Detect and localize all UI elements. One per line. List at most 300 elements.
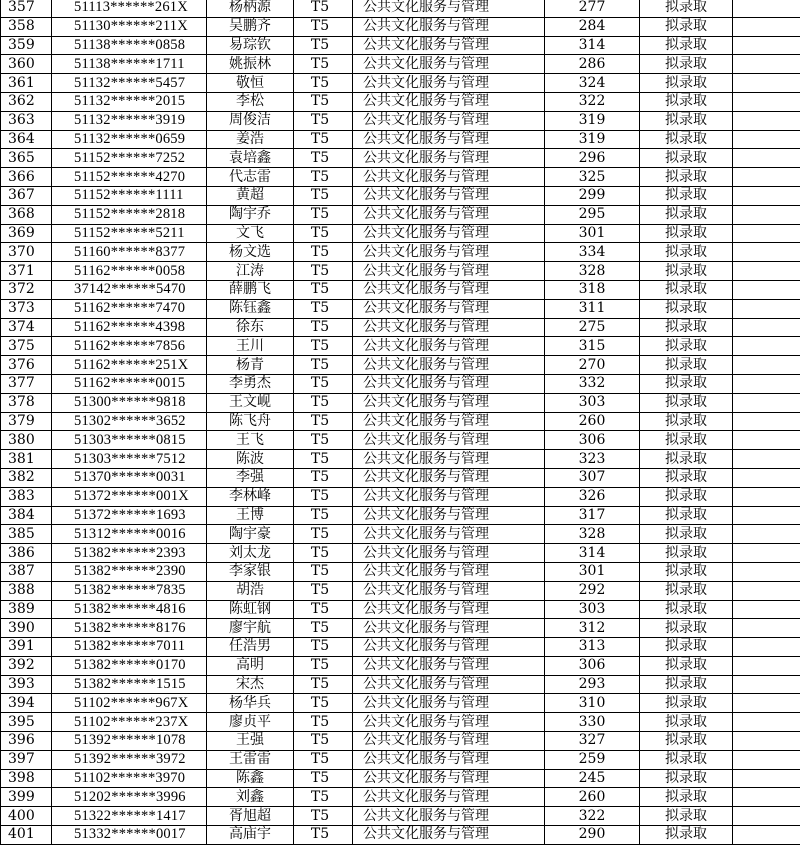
- candidate-name-cell: 陈钰鑫: [207, 299, 294, 318]
- score-cell: 275: [545, 318, 640, 337]
- serial-number-cell: 368: [1, 205, 52, 224]
- category-code-cell: T5: [294, 337, 353, 356]
- major-cell: 公共文化服务与管理: [353, 111, 545, 130]
- id-number-cell: 51312******0016: [52, 525, 207, 544]
- empty-cell: [733, 562, 800, 581]
- candidate-name-cell: 江涛: [207, 262, 294, 281]
- table-row: [1, 506, 800, 525]
- admission-status-cell: 拟录取: [640, 224, 733, 243]
- empty-cell: [733, 826, 800, 845]
- id-number-cell: 51162******251X: [52, 356, 207, 375]
- serial-number-cell: 389: [1, 600, 52, 619]
- serial-number-cell: 366: [1, 168, 52, 187]
- empty-cell: [733, 337, 800, 356]
- table-row: [1, 74, 800, 93]
- candidate-name-cell: 袁培鑫: [207, 149, 294, 168]
- id-number-cell: 51162******4398: [52, 318, 207, 337]
- id-number-cell: 51382******2390: [52, 562, 207, 581]
- score-cell: 286: [545, 55, 640, 74]
- candidate-name-cell: 王雷雷: [207, 750, 294, 769]
- empty-cell: [733, 243, 800, 262]
- score-cell: 328: [545, 262, 640, 281]
- serial-number-cell: 383: [1, 487, 52, 506]
- id-number-cell: 51370******0031: [52, 468, 207, 487]
- empty-cell: [733, 656, 800, 675]
- candidate-name-cell: 王川: [207, 337, 294, 356]
- candidate-name-cell: 王文岘: [207, 393, 294, 412]
- candidate-name-cell: 黄超: [207, 186, 294, 205]
- score-cell: 314: [545, 36, 640, 55]
- score-cell: 301: [545, 224, 640, 243]
- serial-number-cell: 388: [1, 581, 52, 600]
- table-row: [1, 788, 800, 807]
- table-row: [1, 807, 800, 826]
- empty-cell: [733, 713, 800, 732]
- major-cell: 公共文化服务与管理: [353, 468, 545, 487]
- id-number-cell: 51160******8377: [52, 243, 207, 262]
- id-number-cell: 51303******0815: [52, 431, 207, 450]
- table-body: [1, 0, 800, 844]
- empty-cell: [733, 111, 800, 130]
- id-number-cell: 51152******5211: [52, 224, 207, 243]
- score-cell: 323: [545, 450, 640, 469]
- major-cell: 公共文化服务与管理: [353, 262, 545, 281]
- empty-cell: [733, 393, 800, 412]
- category-code-cell: T5: [294, 149, 353, 168]
- category-code-cell: T5: [294, 111, 353, 130]
- table-row: [1, 581, 800, 600]
- empty-cell: [733, 788, 800, 807]
- serial-number-cell: 372: [1, 280, 52, 299]
- category-code-cell: T5: [294, 412, 353, 431]
- category-code-cell: T5: [294, 694, 353, 713]
- candidate-name-cell: 李家银: [207, 562, 294, 581]
- major-cell: 公共文化服务与管理: [353, 0, 545, 17]
- admission-status-cell: 拟录取: [640, 130, 733, 149]
- empty-cell: [733, 525, 800, 544]
- candidate-name-cell: 姚振林: [207, 55, 294, 74]
- category-code-cell: T5: [294, 17, 353, 36]
- admission-status-cell: 拟录取: [640, 619, 733, 638]
- candidate-name-cell: 陶宇乔: [207, 205, 294, 224]
- score-cell: 322: [545, 807, 640, 826]
- id-number-cell: 51138******1711: [52, 55, 207, 74]
- candidate-name-cell: 刘鑫: [207, 788, 294, 807]
- admission-status-cell: 拟录取: [640, 168, 733, 187]
- id-number-cell: 51322******1417: [52, 807, 207, 826]
- candidate-name-cell: 王强: [207, 732, 294, 751]
- candidate-name-cell: 周俊洁: [207, 111, 294, 130]
- candidate-name-cell: 胥旭超: [207, 807, 294, 826]
- serial-number-cell: 398: [1, 769, 52, 788]
- major-cell: 公共文化服务与管理: [353, 356, 545, 375]
- empty-cell: [733, 450, 800, 469]
- major-cell: 公共文化服务与管理: [353, 544, 545, 563]
- major-cell: 公共文化服务与管理: [353, 506, 545, 525]
- serial-number-cell: 357: [1, 0, 52, 17]
- candidate-name-cell: 廖贞平: [207, 713, 294, 732]
- id-number-cell: 51132******0659: [52, 130, 207, 149]
- category-code-cell: T5: [294, 619, 353, 638]
- candidate-name-cell: 杨柄源: [207, 0, 294, 17]
- id-number-cell: 51152******2818: [52, 205, 207, 224]
- major-cell: 公共文化服务与管理: [353, 750, 545, 769]
- table-row: [1, 374, 800, 393]
- score-cell: 259: [545, 750, 640, 769]
- serial-number-cell: 367: [1, 186, 52, 205]
- major-cell: 公共文化服务与管理: [353, 149, 545, 168]
- score-cell: 303: [545, 393, 640, 412]
- table-row: [1, 619, 800, 638]
- serial-number-cell: 378: [1, 393, 52, 412]
- candidate-name-cell: 薛鹏飞: [207, 280, 294, 299]
- category-code-cell: T5: [294, 130, 353, 149]
- major-cell: 公共文化服务与管理: [353, 374, 545, 393]
- category-code-cell: T5: [294, 92, 353, 111]
- table-row: [1, 36, 800, 55]
- empty-cell: [733, 619, 800, 638]
- major-cell: 公共文化服务与管理: [353, 788, 545, 807]
- admission-status-cell: 拟录取: [640, 55, 733, 74]
- category-code-cell: T5: [294, 656, 353, 675]
- category-code-cell: T5: [294, 356, 353, 375]
- candidate-name-cell: 高明: [207, 656, 294, 675]
- empty-cell: [733, 374, 800, 393]
- score-cell: 295: [545, 205, 640, 224]
- score-cell: 277: [545, 0, 640, 17]
- empty-cell: [733, 600, 800, 619]
- category-code-cell: T5: [294, 600, 353, 619]
- score-cell: 319: [545, 111, 640, 130]
- major-cell: 公共文化服务与管理: [353, 74, 545, 93]
- candidate-name-cell: 刘太龙: [207, 544, 294, 563]
- serial-number-cell: 375: [1, 337, 52, 356]
- score-cell: 306: [545, 656, 640, 675]
- score-cell: 319: [545, 130, 640, 149]
- score-cell: 307: [545, 468, 640, 487]
- id-number-cell: 51132******2015: [52, 92, 207, 111]
- empty-cell: [733, 356, 800, 375]
- table-row: [1, 487, 800, 506]
- table-row: [1, 92, 800, 111]
- serial-number-cell: 369: [1, 224, 52, 243]
- table-row: [1, 656, 800, 675]
- admission-status-cell: 拟录取: [640, 656, 733, 675]
- empty-cell: [733, 280, 800, 299]
- id-number-cell: 51302******3652: [52, 412, 207, 431]
- category-code-cell: T5: [294, 74, 353, 93]
- candidate-name-cell: 敬恒: [207, 74, 294, 93]
- id-number-cell: 51300******9818: [52, 393, 207, 412]
- score-cell: 311: [545, 299, 640, 318]
- empty-cell: [733, 468, 800, 487]
- major-cell: 公共文化服务与管理: [353, 656, 545, 675]
- empty-cell: [733, 17, 800, 36]
- category-code-cell: T5: [294, 732, 353, 751]
- candidate-name-cell: 陈虹钢: [207, 600, 294, 619]
- score-cell: 260: [545, 412, 640, 431]
- id-number-cell: 51102******237X: [52, 713, 207, 732]
- candidate-name-cell: 吴鹏齐: [207, 17, 294, 36]
- category-code-cell: T5: [294, 318, 353, 337]
- major-cell: 公共文化服务与管理: [353, 337, 545, 356]
- major-cell: 公共文化服务与管理: [353, 280, 545, 299]
- score-cell: 260: [545, 788, 640, 807]
- category-code-cell: T5: [294, 525, 353, 544]
- major-cell: 公共文化服务与管理: [353, 769, 545, 788]
- id-number-cell: 51382******8176: [52, 619, 207, 638]
- serial-number-cell: 380: [1, 431, 52, 450]
- admission-status-cell: 拟录取: [640, 694, 733, 713]
- score-cell: 322: [545, 92, 640, 111]
- table-row: [1, 732, 800, 751]
- id-number-cell: 51130******211X: [52, 17, 207, 36]
- serial-number-cell: 365: [1, 149, 52, 168]
- major-cell: 公共文化服务与管理: [353, 713, 545, 732]
- serial-number-cell: 386: [1, 544, 52, 563]
- empty-cell: [733, 581, 800, 600]
- candidate-name-cell: 李强: [207, 468, 294, 487]
- id-number-cell: 51152******1111: [52, 186, 207, 205]
- major-cell: 公共文化服务与管理: [353, 17, 545, 36]
- admission-status-cell: 拟录取: [640, 318, 733, 337]
- admission-status-cell: 拟录取: [640, 92, 733, 111]
- major-cell: 公共文化服务与管理: [353, 675, 545, 694]
- serial-number-cell: 361: [1, 74, 52, 93]
- empty-cell: [733, 168, 800, 187]
- table-row: [1, 186, 800, 205]
- table-row: [1, 713, 800, 732]
- empty-cell: [733, 431, 800, 450]
- candidate-name-cell: 杨华兵: [207, 694, 294, 713]
- admission-status-cell: 拟录取: [640, 356, 733, 375]
- table-row: [1, 450, 800, 469]
- admission-status-cell: 拟录取: [640, 431, 733, 450]
- serial-number-cell: 364: [1, 130, 52, 149]
- category-code-cell: T5: [294, 205, 353, 224]
- score-cell: 332: [545, 374, 640, 393]
- score-cell: 306: [545, 431, 640, 450]
- admission-status-cell: 拟录取: [640, 713, 733, 732]
- major-cell: 公共文化服务与管理: [353, 732, 545, 751]
- id-number-cell: 51102******967X: [52, 694, 207, 713]
- major-cell: 公共文化服务与管理: [353, 600, 545, 619]
- candidate-name-cell: 王博: [207, 506, 294, 525]
- id-number-cell: 51392******1078: [52, 732, 207, 751]
- candidate-name-cell: 王飞: [207, 431, 294, 450]
- candidate-name-cell: 李林峰: [207, 487, 294, 506]
- table-row: [1, 431, 800, 450]
- category-code-cell: T5: [294, 0, 353, 17]
- serial-number-cell: 396: [1, 732, 52, 751]
- empty-cell: [733, 36, 800, 55]
- score-cell: 303: [545, 600, 640, 619]
- admission-status-cell: 拟录取: [640, 826, 733, 845]
- major-cell: 公共文化服务与管理: [353, 205, 545, 224]
- serial-number-cell: 393: [1, 675, 52, 694]
- candidate-name-cell: 李勇杰: [207, 374, 294, 393]
- category-code-cell: T5: [294, 243, 353, 262]
- serial-number-cell: 394: [1, 694, 52, 713]
- table-row: [1, 55, 800, 74]
- id-number-cell: 51152******7252: [52, 149, 207, 168]
- id-number-cell: 51102******3970: [52, 769, 207, 788]
- id-number-cell: 51152******4270: [52, 168, 207, 187]
- major-cell: 公共文化服务与管理: [353, 412, 545, 431]
- admission-status-cell: 拟录取: [640, 36, 733, 55]
- empty-cell: [733, 732, 800, 751]
- candidate-name-cell: 高庙宇: [207, 826, 294, 845]
- admission-status-cell: 拟录取: [640, 525, 733, 544]
- score-cell: 327: [545, 732, 640, 751]
- candidate-name-cell: 杨青: [207, 356, 294, 375]
- serial-number-cell: 371: [1, 262, 52, 281]
- table-row: [1, 243, 800, 262]
- table-row: [1, 675, 800, 694]
- category-code-cell: T5: [294, 544, 353, 563]
- serial-number-cell: 395: [1, 713, 52, 732]
- category-code-cell: T5: [294, 168, 353, 187]
- table-row: [1, 262, 800, 281]
- id-number-cell: 51138******0858: [52, 36, 207, 55]
- serial-number-cell: 379: [1, 412, 52, 431]
- candidate-name-cell: 文飞: [207, 224, 294, 243]
- admission-status-cell: 拟录取: [640, 74, 733, 93]
- category-code-cell: T5: [294, 299, 353, 318]
- major-cell: 公共文化服务与管理: [353, 807, 545, 826]
- table-row: [1, 694, 800, 713]
- admission-status-cell: 拟录取: [640, 412, 733, 431]
- admission-status-cell: 拟录取: [640, 149, 733, 168]
- id-number-cell: 51382******4816: [52, 600, 207, 619]
- serial-number-cell: 392: [1, 656, 52, 675]
- serial-number-cell: 401: [1, 826, 52, 845]
- empty-cell: [733, 224, 800, 243]
- major-cell: 公共文化服务与管理: [353, 638, 545, 657]
- id-number-cell: 51382******7835: [52, 581, 207, 600]
- table-row: [1, 562, 800, 581]
- admission-status-cell: 拟录取: [640, 280, 733, 299]
- major-cell: 公共文化服务与管理: [353, 393, 545, 412]
- admission-status-cell: 拟录取: [640, 337, 733, 356]
- serial-number-cell: 363: [1, 111, 52, 130]
- id-number-cell: 51372******1693: [52, 506, 207, 525]
- admission-status-cell: 拟录取: [640, 769, 733, 788]
- id-number-cell: 51132******5457: [52, 74, 207, 93]
- table-row: [1, 769, 800, 788]
- empty-cell: [733, 0, 800, 17]
- score-cell: 313: [545, 638, 640, 657]
- score-cell: 292: [545, 581, 640, 600]
- id-number-cell: 37142******5470: [52, 280, 207, 299]
- category-code-cell: T5: [294, 638, 353, 657]
- category-code-cell: T5: [294, 807, 353, 826]
- category-code-cell: T5: [294, 506, 353, 525]
- admission-status-cell: 拟录取: [640, 393, 733, 412]
- empty-cell: [733, 675, 800, 694]
- candidate-name-cell: 任浩男: [207, 638, 294, 657]
- candidate-name-cell: 宋杰: [207, 675, 294, 694]
- table-row: [1, 337, 800, 356]
- score-cell: 310: [545, 694, 640, 713]
- candidate-name-cell: 李松: [207, 92, 294, 111]
- table-row: [1, 111, 800, 130]
- admission-status-cell: 拟录取: [640, 0, 733, 17]
- empty-cell: [733, 769, 800, 788]
- category-code-cell: T5: [294, 431, 353, 450]
- admission-status-cell: 拟录取: [640, 807, 733, 826]
- admission-status-cell: 拟录取: [640, 487, 733, 506]
- admission-status-cell: 拟录取: [640, 205, 733, 224]
- category-code-cell: T5: [294, 224, 353, 243]
- table-row: [1, 600, 800, 619]
- serial-number-cell: 362: [1, 92, 52, 111]
- category-code-cell: T5: [294, 788, 353, 807]
- candidate-name-cell: 廖宇航: [207, 619, 294, 638]
- score-cell: 314: [545, 544, 640, 563]
- table-row: [1, 826, 800, 845]
- serial-number-cell: 384: [1, 506, 52, 525]
- score-cell: 317: [545, 506, 640, 525]
- id-number-cell: 51202******3996: [52, 788, 207, 807]
- score-cell: 312: [545, 619, 640, 638]
- score-cell: 326: [545, 487, 640, 506]
- table-row: [1, 318, 800, 337]
- major-cell: 公共文化服务与管理: [353, 224, 545, 243]
- candidate-name-cell: 陈波: [207, 450, 294, 469]
- id-number-cell: 51162******7856: [52, 337, 207, 356]
- empty-cell: [733, 205, 800, 224]
- admission-status-cell: 拟录取: [640, 544, 733, 563]
- table-row: [1, 149, 800, 168]
- candidate-name-cell: 徐东: [207, 318, 294, 337]
- serial-number-cell: 373: [1, 299, 52, 318]
- empty-cell: [733, 318, 800, 337]
- major-cell: 公共文化服务与管理: [353, 299, 545, 318]
- table-row: [1, 0, 800, 17]
- category-code-cell: T5: [294, 36, 353, 55]
- id-number-cell: 51132******3919: [52, 111, 207, 130]
- category-code-cell: T5: [294, 750, 353, 769]
- table-row: [1, 638, 800, 657]
- category-code-cell: T5: [294, 468, 353, 487]
- major-cell: 公共文化服务与管理: [353, 431, 545, 450]
- table-row: [1, 468, 800, 487]
- major-cell: 公共文化服务与管理: [353, 581, 545, 600]
- empty-cell: [733, 750, 800, 769]
- category-code-cell: T5: [294, 393, 353, 412]
- category-code-cell: T5: [294, 713, 353, 732]
- table-row: [1, 750, 800, 769]
- serial-number-cell: 382: [1, 468, 52, 487]
- category-code-cell: T5: [294, 487, 353, 506]
- score-cell: 315: [545, 337, 640, 356]
- serial-number-cell: 358: [1, 17, 52, 36]
- table-row: [1, 168, 800, 187]
- score-cell: 334: [545, 243, 640, 262]
- serial-number-cell: 360: [1, 55, 52, 74]
- major-cell: 公共文化服务与管理: [353, 562, 545, 581]
- score-cell: 318: [545, 280, 640, 299]
- major-cell: 公共文化服务与管理: [353, 487, 545, 506]
- score-cell: 290: [545, 826, 640, 845]
- score-cell: 301: [545, 562, 640, 581]
- admission-status-cell: 拟录取: [640, 562, 733, 581]
- major-cell: 公共文化服务与管理: [353, 186, 545, 205]
- empty-cell: [733, 299, 800, 318]
- major-cell: 公共文化服务与管理: [353, 619, 545, 638]
- table-row: [1, 280, 800, 299]
